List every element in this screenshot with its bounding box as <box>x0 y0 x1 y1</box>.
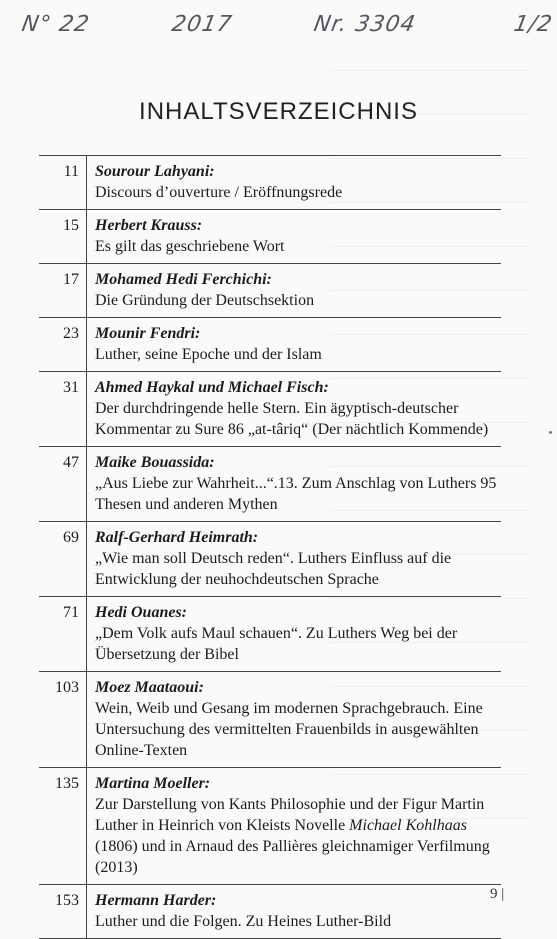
entry-author: Mohamed Hedi Ferchichi: <box>95 271 272 288</box>
page-number: 71 <box>39 597 87 671</box>
toc-entry <box>39 155 501 210</box>
table-of-contents <box>39 155 501 939</box>
entry-text <box>87 264 314 317</box>
entry-author: Moez Maataoui: <box>95 679 204 696</box>
toc-entry <box>39 264 501 318</box>
speck-mark <box>549 431 552 434</box>
handwritten-note: N° 22 <box>19 12 92 37</box>
toc-entry <box>39 672 501 768</box>
entry-text <box>87 597 501 671</box>
toc-entry <box>39 318 501 372</box>
handwritten-note: 2017 <box>169 12 235 37</box>
page-number: 17 <box>39 264 87 317</box>
entry-title: Die Gründung der Deutschsektion <box>95 292 315 309</box>
page-number: 69 <box>39 522 87 596</box>
entry-title-part: (1806) und in Arnaud des Pallières gleichnamiger Verfilmung (2013) <box>95 838 490 876</box>
entry-text <box>87 156 342 209</box>
entry-title: „Aus Liebe zur Wahrheit...“.13. Zum Anschlag von Luthers 95 Thesen und anderen Mythen <box>95 475 497 513</box>
handwritten-note: Nr. 3304 <box>311 12 418 37</box>
entry-title: Luther, seine Epoche und der Islam <box>95 346 322 363</box>
entry-author: Martina Moeller: <box>95 775 211 792</box>
entry-author: Mounir Fendri: <box>95 325 201 342</box>
page-number: 135 <box>39 768 87 884</box>
entry-text <box>87 768 501 884</box>
page-number: 11 <box>39 156 87 209</box>
entry-title: Der durchdringende helle Stern. Ein ägyptisch-deutscher Kommentar zu Sure 86 „at-târiq“ (Der nächtlich Kommende) <box>95 400 489 438</box>
entry-author: Hermann Harder: <box>95 892 217 909</box>
entry-author: Maike Bouassida: <box>95 454 215 471</box>
entry-title: Luther und die Folgen. Zu Heines Luther-Bild <box>95 913 392 930</box>
entry-author: Hedi Ouanes: <box>95 604 187 621</box>
entry-text <box>87 885 391 938</box>
entry-author: Ralf-Gerhard Heimrath: <box>95 529 259 546</box>
entry-title: „Dem Volk aufs Maul schauen“. Zu Luthers Weg bei der Übersetzung der Bibel <box>95 625 458 663</box>
entry-title: „Wie man soll Deutsch reden“. Luthers Einfluss auf die Entwicklung der neuhochdeutschen Sprache <box>95 550 452 588</box>
page-number: 23 <box>39 318 87 371</box>
page-title: INHALTSVERZEICHNIS <box>139 98 418 125</box>
entry-text <box>87 447 501 521</box>
entry-title: Es gilt das geschriebene Wort <box>95 238 285 255</box>
page-number: 103 <box>39 672 87 767</box>
toc-entry <box>39 447 501 522</box>
entry-title <box>95 794 501 878</box>
entry-author: Ahmed Haykal und Michael Fisch: <box>95 379 329 396</box>
entry-title-italic: Michael Kohlhaas <box>349 817 467 834</box>
toc-entry <box>39 768 501 885</box>
handwritten-notes <box>19 6 555 42</box>
toc-entry <box>39 885 501 939</box>
entry-title: Wein, Weib und Gesang im modernen Sprachgebrauch. Eine Untersuchung des vermittelten Frauenbilds in ausgewählten Online-Texten <box>95 700 483 759</box>
entry-title-part: Zur Darstellung von Kants Philosophie und der Figur Martin Luther in Heinrich von Kleists Novelle <box>95 796 485 834</box>
handwritten-note: 1/2 <box>511 12 555 37</box>
page-number: 15 <box>39 210 87 263</box>
entry-author: Sourour Lahyani: <box>95 163 215 180</box>
entry-author: Herbert Krauss: <box>95 217 203 234</box>
entry-title: Discours d’ouverture / Eröffnungsrede <box>95 184 343 201</box>
entry-text <box>87 210 284 263</box>
toc-entry <box>39 210 501 264</box>
toc-entry <box>39 522 501 597</box>
entry-text <box>87 672 501 767</box>
entry-text <box>87 522 501 596</box>
page-number: 31 <box>39 372 87 446</box>
toc-entry <box>39 597 501 672</box>
page-number: 47 <box>39 447 87 521</box>
entry-text <box>87 318 322 371</box>
page-number: 153 <box>39 885 87 938</box>
toc-entry <box>39 372 501 447</box>
page-footer: 9 | <box>490 886 505 902</box>
entry-text <box>87 372 501 446</box>
